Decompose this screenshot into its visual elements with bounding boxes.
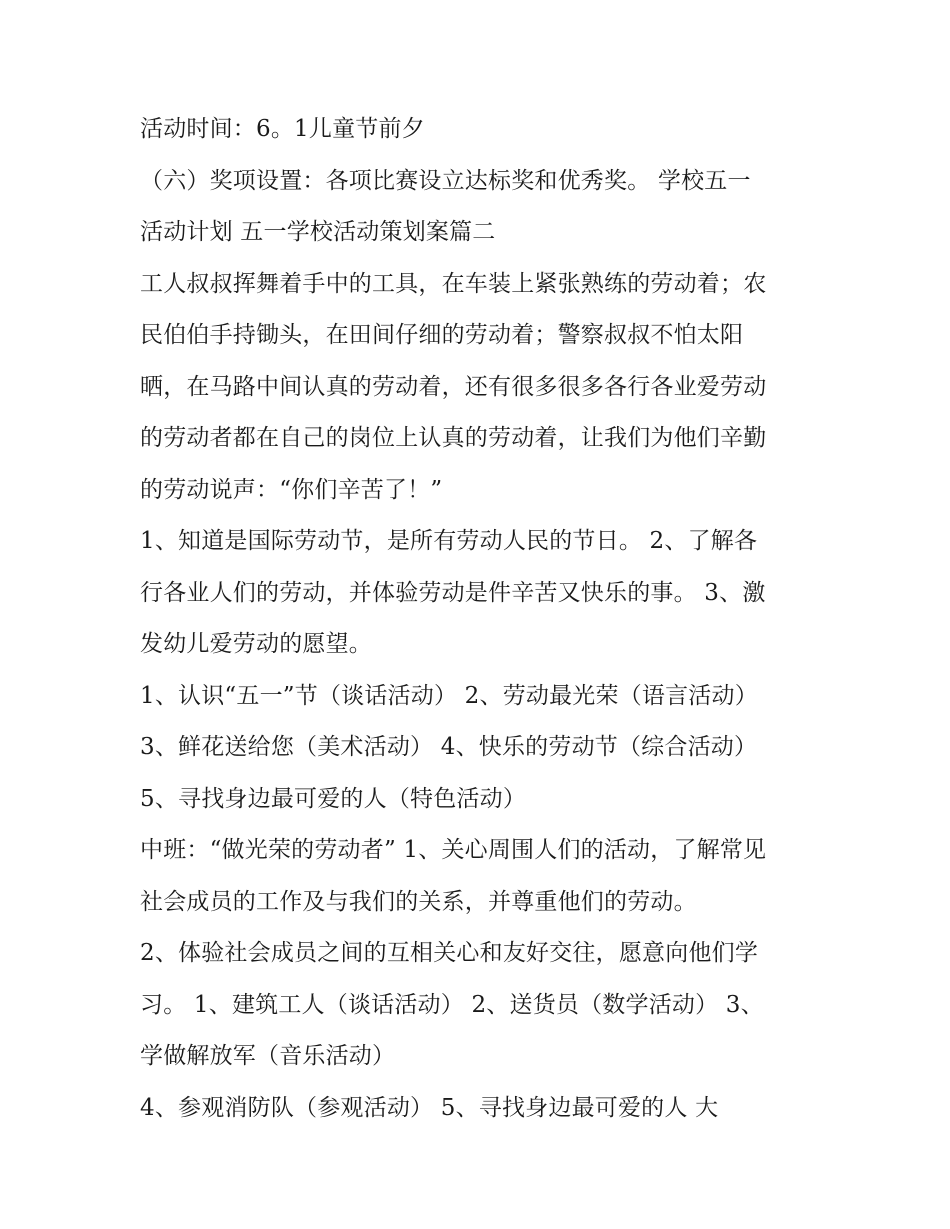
text-line: 晒，在马路中间认真的劳动着，还有很多很多各行各业爱劳动	[140, 373, 767, 400]
text-line: 习。 1、建筑工人（谈话活动） 2、送货员（数学活动） 3、	[140, 991, 764, 1018]
text-line: 的劳动者都在自己的岗位上认真的劳动着，让我们为他们辛勤	[140, 425, 767, 451]
text-line: 活动计划 五一学校活动策划案篇二	[140, 219, 496, 245]
text-line: 中班：“做光荣的劳动者” 1、关心周围人们的活动，了解常见	[140, 837, 767, 863]
text-line: 5、寻找身边最可爱的人（特色活动）	[140, 785, 527, 812]
text-line: 民伯伯手持锄头，在田间仔细的劳动着；警察叔叔不怕太阳	[140, 322, 744, 348]
text-line: 行各业人们的劳动，并体验劳动是件辛苦又快乐的事。 3、激	[140, 579, 766, 606]
text-line: 1、知道是国际劳动节，是所有劳动人民的节日。 2、了解各	[140, 528, 758, 554]
text-line: 1、认识“五一”节（谈话活动） 2、劳动最光荣（语言活动）	[140, 682, 758, 709]
text-line: 4、参观消防队（参观活动） 5、寻找身边最可爱的人 大	[140, 1094, 719, 1121]
text-line: 2、体验社会成员之间的互相关心和友好交往，愿意向他们学	[140, 940, 759, 966]
text-line: 3、鲜花送给您（美术活动） 4、快乐的劳动节（综合活动）	[140, 734, 758, 760]
text-line: 发幼儿爱劳动的愿望。	[140, 631, 372, 657]
text-line: （六）奖项设置：各项比赛设立达标奖和优秀奖。 学校五一	[140, 167, 751, 194]
text-line: 学做解放军（音乐活动）	[140, 1043, 396, 1069]
text-line: 活动时间：6。1儿童节前夕	[140, 116, 425, 142]
text-line: 工人叔叔挥舞着手中的工具，在车装上紧张熟练的劳动着；农	[140, 270, 767, 297]
text-line: 社会成员的工作及与我们的关系，并尊重他们的劳动。	[140, 888, 697, 915]
document-body	[140, 104, 820, 1134]
text-line: 的劳动说声：“你们辛苦了！”	[140, 476, 443, 503]
